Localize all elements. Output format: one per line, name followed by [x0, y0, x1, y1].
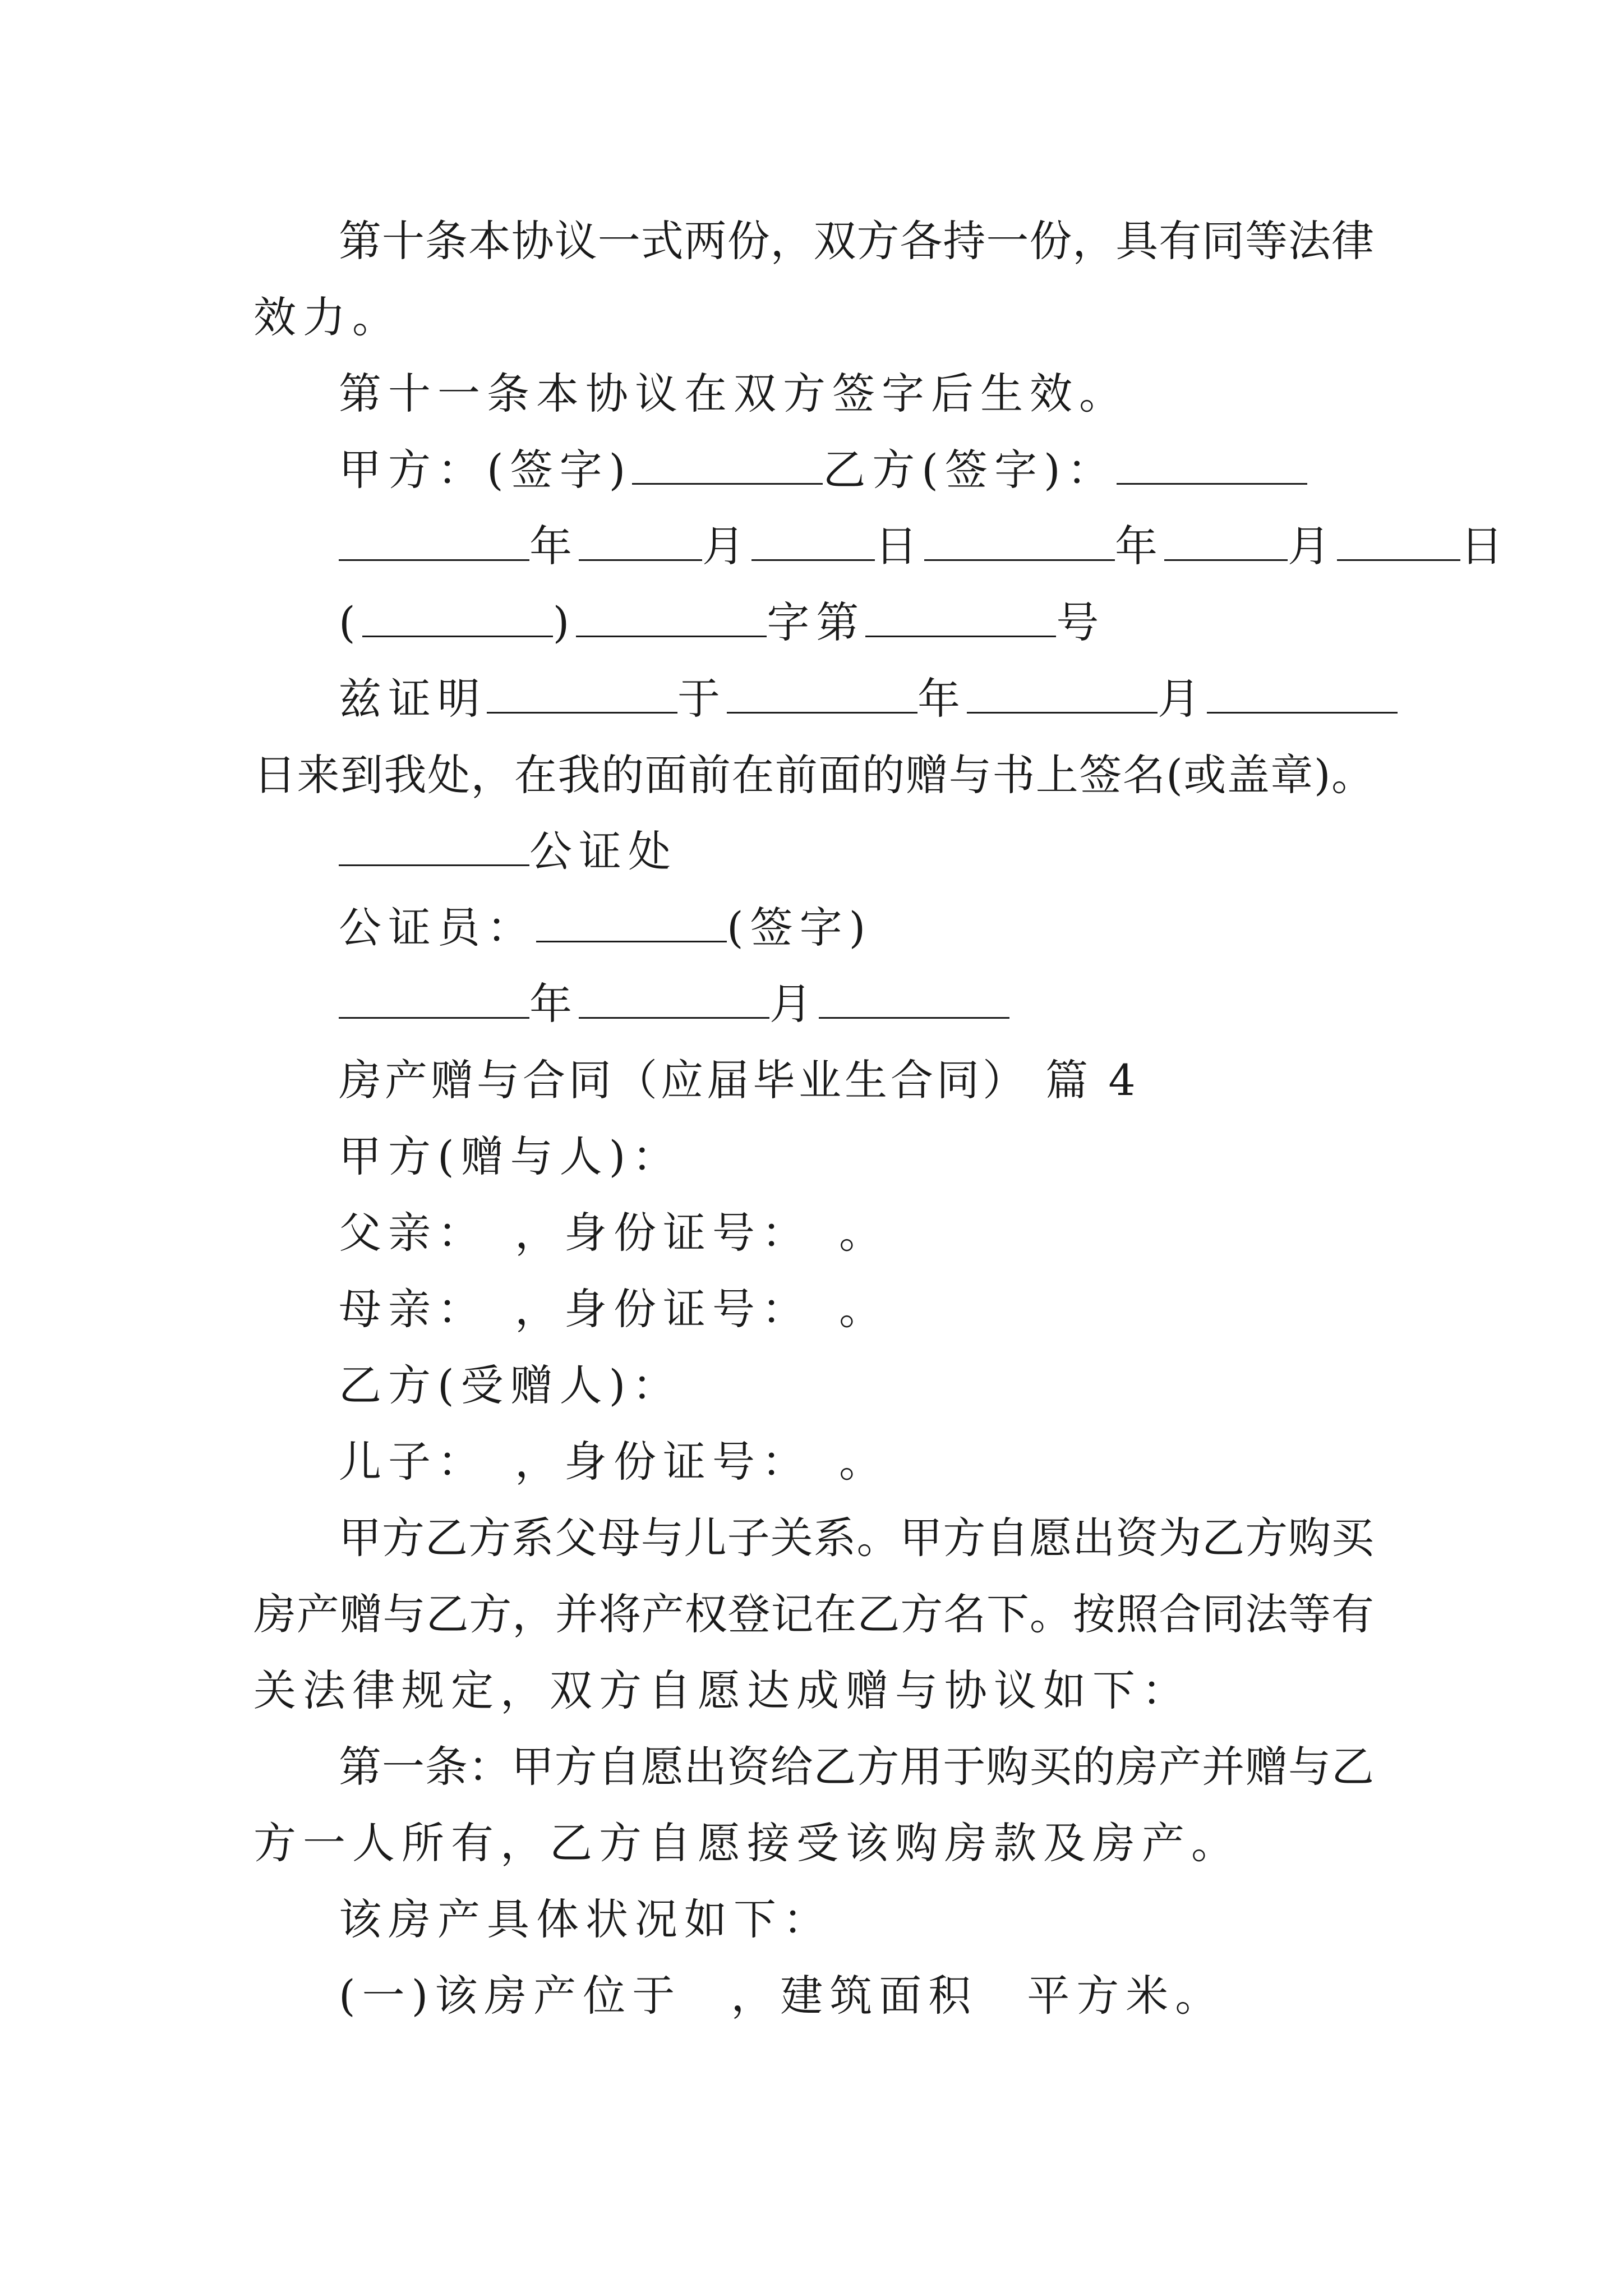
certify-year-blank[interactable] — [727, 676, 917, 714]
day-blank-a[interactable] — [751, 523, 875, 561]
notary-office-blank[interactable] — [339, 829, 529, 866]
notary-officer-line — [339, 900, 872, 956]
party-a-sign-blank[interactable] — [632, 447, 823, 485]
certify-name-blank[interactable] — [487, 676, 677, 714]
certify-line-1 — [339, 671, 1398, 727]
yu-label: 于 — [677, 674, 727, 724]
certify-month-label: 月 — [1158, 674, 1207, 724]
notary-officer-blank[interactable] — [536, 905, 727, 942]
certify-label: 兹证明 — [339, 674, 487, 724]
son-line: 儿子： ，身份证号： 。 — [339, 1437, 888, 1487]
property-item-1: (一)该房产位于 ，建筑面积 平方米。 — [339, 1971, 1225, 2021]
preamble-line-2: 房产赠与乙方，并将产权登记在乙方名下。按照合同法等有 — [253, 1589, 1374, 1639]
notary-month-blank[interactable] — [579, 981, 769, 1019]
notary-day-blank[interactable] — [819, 981, 1009, 1019]
hao-label: 号 — [1056, 597, 1106, 647]
notary-office-label: 公证处 — [529, 826, 677, 876]
party-b-heading: 乙方(受赠人)： — [339, 1360, 682, 1410]
section-title: 房产赠与合同（应届毕业生合同） 篇 4 — [339, 1055, 1139, 1105]
year-label-b: 年 — [1115, 521, 1164, 571]
notary-year-label: 年 — [529, 979, 579, 1029]
prefix-blank[interactable] — [362, 600, 553, 637]
signature-line — [339, 442, 1307, 498]
sign-date-line — [339, 518, 1510, 574]
year-label-a: 年 — [529, 521, 579, 571]
month-blank-a[interactable] — [579, 523, 702, 561]
notary-year-blank[interactable] — [339, 981, 529, 1019]
word-blank[interactable] — [576, 600, 767, 637]
article-1-line-1: 第一条：甲方自愿出资给乙方用于购买的房产并赠与乙 — [339, 1742, 1374, 1792]
mother-line: 母亲： ，身份证号： 。 — [339, 1284, 888, 1334]
party-b-sign-label: 乙方(签字)： — [823, 445, 1117, 495]
preamble-line-1: 甲方乙方系父母与儿子关系。甲方自愿出资为乙方购买 — [339, 1513, 1374, 1563]
party-a-heading: 甲方(赠与人)： — [339, 1131, 682, 1181]
day-blank-b[interactable] — [1337, 523, 1460, 561]
certify-day-blank[interactable] — [1207, 676, 1398, 714]
certify-line-2: 日来到我处，在我的面前在前面的赠与书上签名(或盖章)。 — [253, 750, 1374, 800]
zi-di-label: 字第 — [767, 597, 866, 647]
certify-year-label: 年 — [917, 674, 967, 724]
notary-officer-label: 公证员： — [339, 903, 536, 953]
property-intro: 该房产具体状况如下： — [339, 1894, 832, 1944]
notary-officer-sign-label: (签字) — [727, 903, 873, 953]
certify-month-blank[interactable] — [967, 676, 1158, 714]
father-line: 父亲： ，身份证号： 。 — [339, 1208, 888, 1258]
article-1-line-2: 方一人所有，乙方自愿接受该购房款及房产。 — [253, 1818, 1241, 1868]
notary-office-line — [339, 823, 677, 880]
party-b-sign-blank[interactable] — [1117, 447, 1307, 485]
notary-date-line — [339, 976, 1009, 1032]
clause-10-line-1: 第十条本协议一式两份，双方各持一份，具有同等法律 — [339, 216, 1374, 266]
notary-month-label: 月 — [769, 979, 819, 1029]
day-label-a: 日 — [875, 521, 924, 571]
number-blank[interactable] — [865, 600, 1056, 637]
clause-11: 第十一条本协议在双方签字后生效。 — [339, 369, 1128, 418]
open-paren: ( — [339, 597, 362, 647]
party-a-sign-label: 甲方：(签字) — [339, 445, 633, 495]
notary-number-line — [339, 595, 1105, 651]
month-blank-b[interactable] — [1164, 523, 1288, 561]
close-paren: ) — [552, 597, 577, 647]
year-blank-a[interactable] — [339, 523, 529, 561]
month-label-a: 月 — [702, 521, 751, 571]
month-label-b: 月 — [1288, 521, 1337, 571]
clause-10-line-2: 效力。 — [253, 292, 402, 342]
preamble-line-3: 关法律规定，双方自愿达成赠与协议如下： — [253, 1665, 1191, 1715]
year-blank-b[interactable] — [924, 523, 1115, 561]
day-label-b: 日 — [1460, 521, 1510, 571]
